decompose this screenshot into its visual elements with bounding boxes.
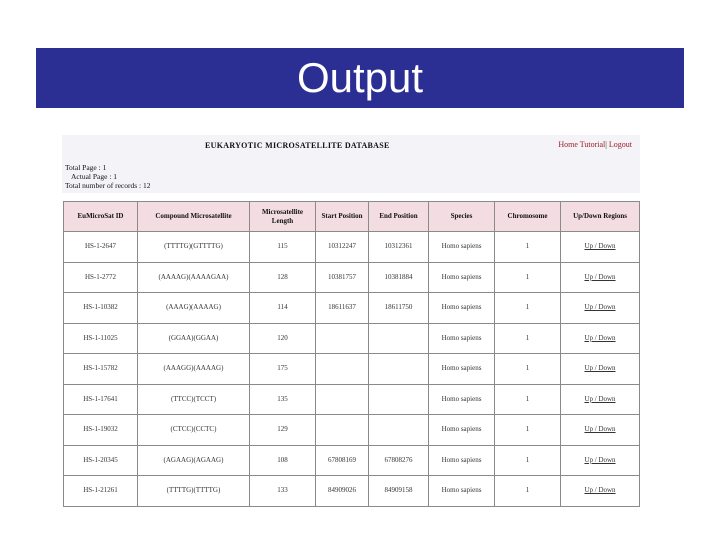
cell-length: 128 xyxy=(250,262,316,293)
table-row xyxy=(64,262,640,293)
cell-chromosome: 1 xyxy=(495,354,561,385)
logout-link[interactable]: Logout xyxy=(608,140,632,149)
cell-end: 67808276 xyxy=(369,445,429,476)
cell-chromosome: 1 xyxy=(495,293,561,324)
table-row xyxy=(64,445,640,476)
cell-chromosome: 1 xyxy=(495,384,561,415)
col-header-compound[interactable]: Compound Microsatellite xyxy=(138,202,250,232)
cell-end: 84909158 xyxy=(369,476,429,507)
cell-id: HS-1-2772 xyxy=(64,262,138,293)
cell-id: HS-1-11025 xyxy=(64,323,138,354)
slide-title: Output xyxy=(296,54,424,101)
cell-start xyxy=(316,384,369,415)
cell-id: HS-1-15782 xyxy=(64,354,138,385)
cell-chromosome: 1 xyxy=(495,323,561,354)
cell-end: 18611750 xyxy=(369,293,429,324)
cell-compound: (GGAA)(GGAA) xyxy=(138,323,250,354)
cell-species: Homo sapiens xyxy=(429,415,495,446)
cell-id: HS-1-19032 xyxy=(64,415,138,446)
col-header-length[interactable]: Microsatellite Length xyxy=(250,202,316,232)
cell-end xyxy=(369,354,429,385)
cell-chromosome: 1 xyxy=(495,262,561,293)
up-down-link[interactable]: Up / Down xyxy=(561,232,640,263)
total-records-text: Total number of records : 12 xyxy=(65,181,151,190)
slide-title-banner xyxy=(36,48,684,108)
table-row xyxy=(64,323,640,354)
cell-species: Homo sapiens xyxy=(429,445,495,476)
cell-species: Homo sapiens xyxy=(429,232,495,263)
cell-start: 10381757 xyxy=(316,262,369,293)
page-header xyxy=(62,135,640,193)
up-down-link[interactable]: Up / Down xyxy=(561,445,640,476)
col-header-species[interactable]: Species xyxy=(429,202,495,232)
col-header-start[interactable]: Start Position xyxy=(316,202,369,232)
up-down-link[interactable]: Up / Down xyxy=(561,415,640,446)
cell-compound: (CTCC)(CCTC) xyxy=(138,415,250,446)
results-table xyxy=(63,201,640,507)
cell-start xyxy=(316,354,369,385)
table-row xyxy=(64,415,640,446)
cell-compound: (TTTTG)(TTTTG) xyxy=(138,476,250,507)
cell-id: HS-1-10382 xyxy=(64,293,138,324)
up-down-link[interactable]: Up / Down xyxy=(561,476,640,507)
cell-end xyxy=(369,323,429,354)
cell-start: 18611637 xyxy=(316,293,369,324)
cell-chromosome: 1 xyxy=(495,415,561,446)
cell-species: Homo sapiens xyxy=(429,476,495,507)
home-link[interactable]: Home xyxy=(558,140,578,149)
cell-compound: (TTTTG)(GTTTTG) xyxy=(138,232,250,263)
col-header-chromosome[interactable]: Chromosome xyxy=(495,202,561,232)
cell-species: Homo sapiens xyxy=(429,293,495,324)
cell-species: Homo sapiens xyxy=(429,354,495,385)
cell-id: HS-1-20345 xyxy=(64,445,138,476)
cell-compound: (AAAGG)(AAAAG) xyxy=(138,354,250,385)
cell-start: 10312247 xyxy=(316,232,369,263)
cell-start: 84909026 xyxy=(316,476,369,507)
up-down-link[interactable]: Up / Down xyxy=(561,262,640,293)
col-header-end[interactable]: End Position xyxy=(369,202,429,232)
col-header-regions[interactable]: Up/Down Regions xyxy=(561,202,640,232)
nav-separator: | xyxy=(605,140,607,149)
table-row xyxy=(64,384,640,415)
table-row xyxy=(64,232,640,263)
cell-end: 10381884 xyxy=(369,262,429,293)
cell-end: 10312361 xyxy=(369,232,429,263)
table-row xyxy=(64,293,640,324)
up-down-link[interactable]: Up / Down xyxy=(561,384,640,415)
cell-compound: (AAAG)(AAAAG) xyxy=(138,293,250,324)
cell-chromosome: 1 xyxy=(495,232,561,263)
cell-chromosome: 1 xyxy=(495,445,561,476)
table-row xyxy=(64,354,640,385)
cell-length: 175 xyxy=(250,354,316,385)
database-screenshot xyxy=(62,135,640,515)
cell-length: 135 xyxy=(250,384,316,415)
cell-length: 115 xyxy=(250,232,316,263)
cell-species: Homo sapiens xyxy=(429,323,495,354)
cell-start: 67808169 xyxy=(316,445,369,476)
table-row xyxy=(64,476,640,507)
cell-start xyxy=(316,415,369,446)
cell-compound: (AAAAG)(AAAAGAA) xyxy=(138,262,250,293)
cell-length: 108 xyxy=(250,445,316,476)
actual-page-text: Actual Page : 1 xyxy=(71,172,118,181)
up-down-link[interactable]: Up / Down xyxy=(561,354,640,385)
tutorial-link[interactable]: Tutorial xyxy=(579,140,606,149)
cell-end xyxy=(369,384,429,415)
total-page-text: Total Page : 1 xyxy=(65,163,107,172)
cell-length: 133 xyxy=(250,476,316,507)
results-summary xyxy=(65,163,151,190)
up-down-link[interactable]: Up / Down xyxy=(561,323,640,354)
cell-length: 129 xyxy=(250,415,316,446)
cell-compound: (TTCC)(TCCT) xyxy=(138,384,250,415)
cell-length: 114 xyxy=(250,293,316,324)
table-header-row xyxy=(64,202,640,232)
cell-id: HS-1-21261 xyxy=(64,476,138,507)
cell-start xyxy=(316,323,369,354)
cell-id: HS-1-17641 xyxy=(64,384,138,415)
cell-end xyxy=(369,415,429,446)
col-header-id[interactable]: EuMicroSat ID xyxy=(64,202,138,232)
cell-species: Homo sapiens xyxy=(429,384,495,415)
up-down-link[interactable]: Up / Down xyxy=(561,293,640,324)
top-nav xyxy=(558,140,632,149)
cell-chromosome: 1 xyxy=(495,476,561,507)
cell-compound: (AGAAG)(AGAAG) xyxy=(138,445,250,476)
database-title: EUKARYOTIC MICROSATELLITE DATABASE xyxy=(205,141,390,150)
cell-length: 120 xyxy=(250,323,316,354)
cell-id: HS-1-2647 xyxy=(64,232,138,263)
cell-species: Homo sapiens xyxy=(429,262,495,293)
